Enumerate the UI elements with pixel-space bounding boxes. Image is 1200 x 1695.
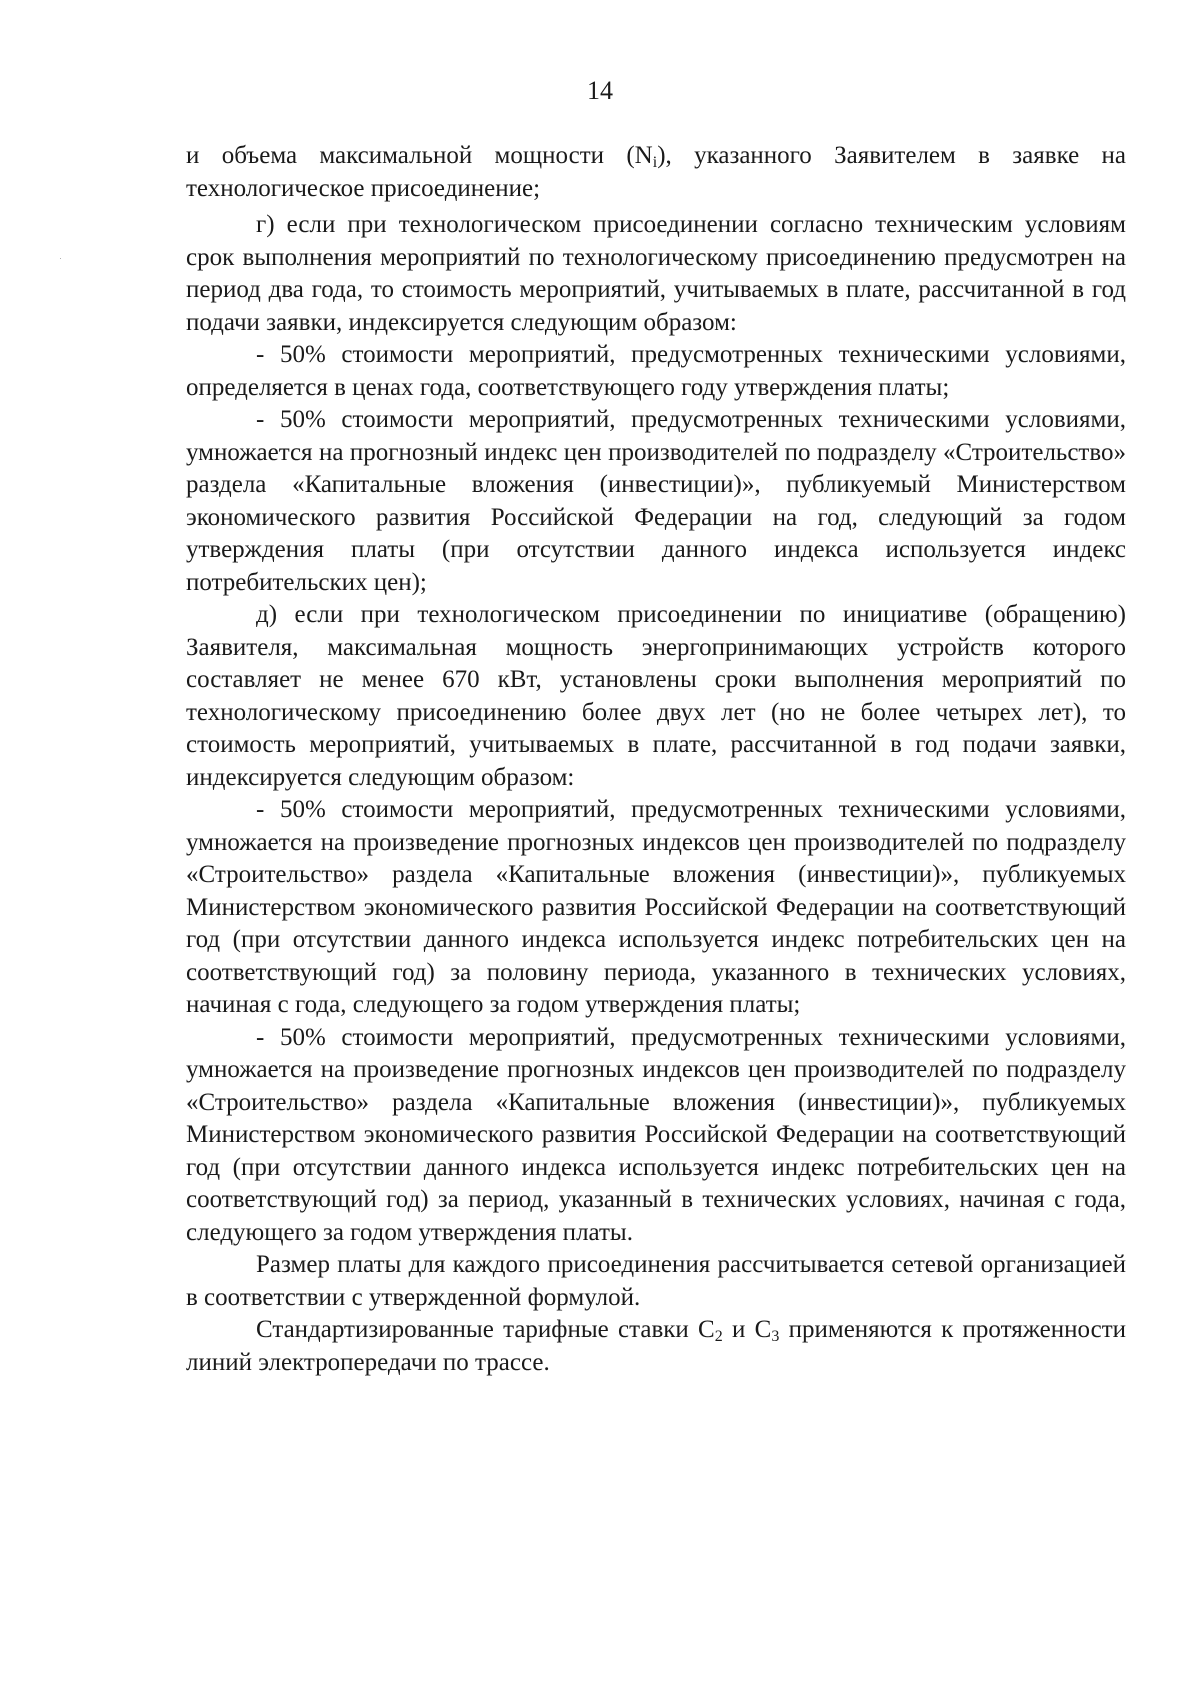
list-item-dash: - 50% стоимости мероприятий, предусмотренных техническими условиями, умножается на прогнозный индекс цен производителей по подразделу «Строительство» раздела «Капитальные вложения (инвестиции)», публикуемый Министерством экономического развития Российской Федерации на год, следующий за годом утверждения платы (при отсутствии данного индекса используется индекс потребительских цен); <box>186 406 1126 596</box>
list-item-dash: - 50% стоимости мероприятий, предусмотренных техническими условиями, умножается на произведение прогнозных индексов цен производителей по подразделу «Строительство» раздела «Капитальные вложения (инвестиции)», публикуемых Министерством экономического развития Российской Федерации на соответствующий год (при отсутствии данного индекса используется индекс потребительских цен на соответствующий год) за половину периода, указанного в технических условиях, начиная с года, следующего за годом утверждения платы; <box>186 796 1126 1018</box>
list-item-dash: - 50% стоимости мероприятий, предусмотренных техническими условиями, определяется в ценах года, соответствующего году утверждения платы; <box>186 341 1126 401</box>
scan-speck <box>60 258 61 259</box>
list-item-dash: - 50% стоимости мероприятий, предусмотренных техническими условиями, умножается на произведение прогнозных индексов цен производителей по подразделу «Строительство» раздела «Капитальные вложения (инвестиции)», публикуемых Министерством экономического развития Российской Федерации на соответствующий год (при отсутствии данного индекса используется индекс потребительских цен на соответствующий год) за период, указанный в технических условиях, начиная с года, следующего за годом утверждения платы. <box>186 1023 1126 1246</box>
page-number: 14 <box>587 76 613 105</box>
paragraph-g: г) если при технологическом присоединении согласно техническим условиям срок выполнения мероприятий по технологическому присоединению предусмотрен на период два года, то стоимость мероприятий, учитываемых в плате, рассчитанной в год подачи заявки, индексируется следующим образом: <box>186 211 1126 336</box>
subscript-3: 3 <box>771 1328 780 1345</box>
subscript-i: i <box>652 154 658 171</box>
paragraph-continuation: и объема максимальной мощности $(N_i)$, указанного Заявителем в заявке на технологическое присоединение; <box>186 142 1126 202</box>
paragraph-d: д) если при технологическом присоединении по инициативе (обращению) Заявителя, максимальная мощность энергопринимающих устройств которого составляет не менее 670 кВт, установлены сроки выполнения мероприятий по технологическому присоединению более двух лет (но не более четырех лет), то стоимость мероприятий, учитываемых в плате, рассчитанной в год подачи заявки, индексируется следующим образом: <box>186 601 1126 791</box>
document-body <box>186 140 1126 1379</box>
paragraph-fee-size: Размер платы для каждого присоединения рассчитывается сетевой организацией в соответствии с утвержденной формулой. <box>186 1251 1126 1311</box>
paragraph-tariff-rates: Стандартизированные тарифные ставки $С_2$ и $С_3$ применяются к протяженности линий электропередачи по трассе. <box>186 1316 1127 1376</box>
subscript-2: 2 <box>714 1328 723 1345</box>
